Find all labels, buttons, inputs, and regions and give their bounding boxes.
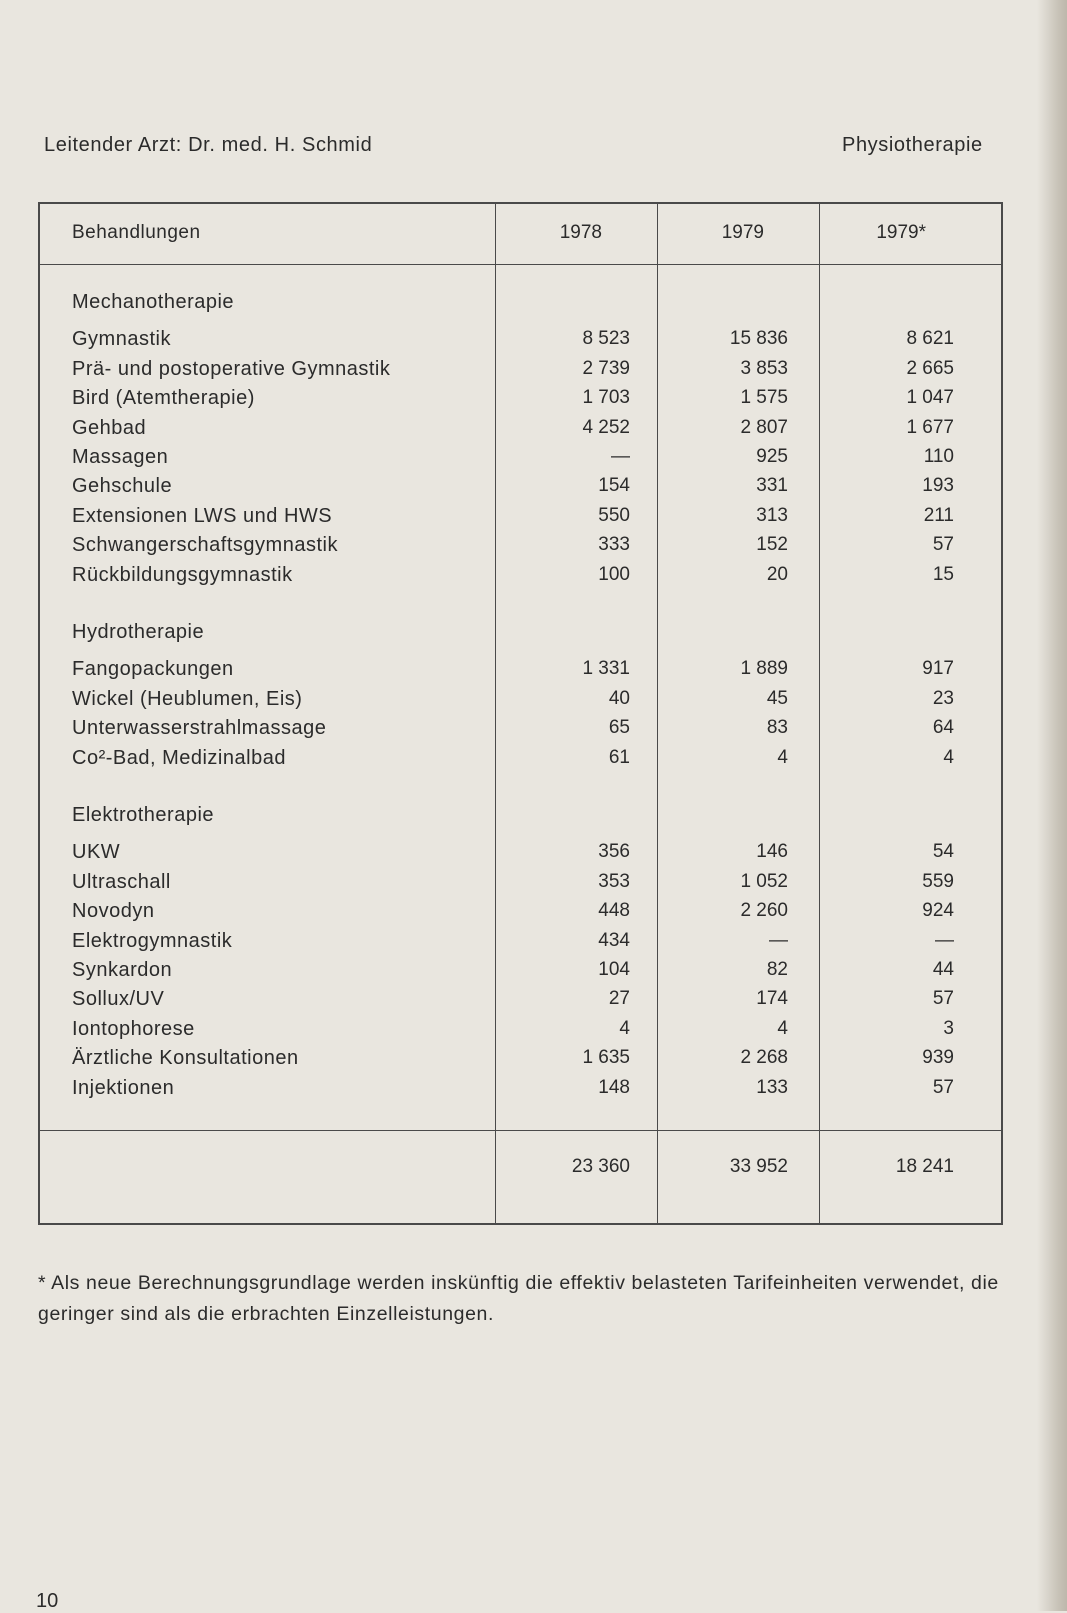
value-1979-star: 193: [922, 475, 954, 497]
value-1979-star: 57: [932, 1076, 954, 1098]
value-1979: 45: [766, 687, 788, 709]
column-divider: [819, 204, 820, 1223]
total-1979: 33 952: [729, 1156, 788, 1177]
row-label: Prä- und postoperative Gymnastik: [72, 357, 391, 380]
value-1978: 2 739: [582, 357, 630, 379]
row-label: Elektrogymnastik: [72, 929, 233, 952]
value-1979-star: 3: [943, 1017, 954, 1039]
row-label: Ärztliche Konsultationen: [72, 1047, 299, 1070]
totals-rule: [40, 1130, 1001, 1131]
row-label: Gehschule: [72, 475, 173, 498]
value-1979: 3 853: [740, 357, 788, 379]
footnote: * Als neue Berechnungsgrundlage werden inskünftig die effektiv belasteten Tarifeinheiten verwendet, die geringer sind als die erbrachten Einzelleistungen.: [38, 1272, 999, 1325]
row-label: Massagen: [72, 446, 169, 468]
row-label: Ultraschall: [72, 870, 171, 893]
value-1979: 1 052: [740, 870, 788, 892]
value-1979: 133: [756, 1076, 788, 1098]
value-1979-star: 924: [922, 900, 954, 922]
value-1978: 40: [608, 687, 630, 709]
total-1978: 23 360: [571, 1156, 630, 1177]
value-1978: 1 331: [582, 658, 630, 680]
value-1979-star: 2 665: [906, 357, 954, 379]
value-1978: 100: [598, 563, 630, 585]
row-label: Extensionen LWS und HWS: [72, 504, 333, 527]
value-1979-star: 1 047: [906, 387, 954, 409]
value-1979-star: 57: [932, 534, 954, 556]
value-1978: 356: [598, 841, 630, 863]
value-1979-star: 44: [932, 959, 954, 980]
row-label: Gymnastik: [72, 328, 171, 351]
value-1978: 148: [598, 1076, 630, 1098]
value-1979: 313: [756, 504, 788, 526]
value-1979-star: 110: [923, 446, 954, 467]
row-label: Synkardon: [72, 959, 173, 981]
row-label: Sollux/UV: [72, 988, 165, 1011]
value-1979-star: 559: [922, 870, 954, 892]
value-1979: 174: [756, 988, 788, 1010]
row-label: Iontophorese: [72, 1017, 195, 1040]
value-1979: 82: [766, 959, 788, 980]
value-1979-star: 4: [943, 746, 954, 768]
value-1979-star: 57: [932, 988, 954, 1010]
value-1979-star: 23: [932, 687, 954, 709]
value-1979: 925: [756, 446, 788, 467]
section-title: Elektrotherapie: [72, 804, 215, 826]
treatment-statistics-table: [38, 202, 1003, 1225]
value-1979-star: 8 621: [906, 328, 954, 350]
value-1978: 434: [598, 929, 630, 951]
value-1978: 353: [598, 870, 630, 892]
column-divider: [495, 204, 496, 1223]
value-1978: 333: [598, 534, 630, 556]
value-1978: 65: [608, 717, 630, 739]
total-1979-star: 18 241: [895, 1156, 954, 1177]
value-1979-star: 64: [932, 717, 954, 739]
value-1978: 27: [608, 988, 630, 1010]
value-1978: 1 703: [582, 387, 630, 409]
value-1978: —: [611, 446, 630, 467]
header-rule: [40, 264, 1001, 265]
value-1979: 1 889: [740, 658, 788, 680]
row-label: Rückbildungsgymnastik: [72, 563, 293, 586]
row-label: Injektionen: [72, 1076, 175, 1099]
value-1979: 2 260: [740, 900, 788, 922]
row-label: Gehbad: [72, 416, 147, 439]
value-1978: 4: [619, 1017, 630, 1039]
row-label: Fangopackungen: [72, 658, 234, 681]
column-header-1979: 1979: [721, 222, 764, 243]
column-header-treatments: Behandlungen: [72, 222, 201, 243]
value-1979: 1 575: [740, 387, 788, 409]
value-1979: 83: [766, 717, 788, 739]
value-1978: 61: [608, 746, 630, 768]
row-label: Schwangerschaftsgymnastik: [72, 534, 338, 557]
row-label: Unterwasserstrahlmassage: [72, 717, 327, 740]
value-1978: 8 523: [582, 328, 630, 350]
value-1978: 550: [598, 504, 630, 526]
value-1979: 331: [756, 475, 788, 497]
page-number: 10: [36, 1590, 59, 1612]
value-1979-star: 15: [932, 563, 954, 585]
column-header-1979-star: 1979*: [876, 222, 926, 243]
value-1979: 4: [777, 746, 788, 768]
value-1979: 2 807: [740, 416, 788, 438]
value-1978: 4 252: [582, 416, 630, 438]
row-label: Co²-Bad, Medizinalbad: [72, 746, 286, 769]
value-1979-star: 54: [932, 841, 954, 863]
row-label: Novodyn: [72, 900, 155, 923]
value-1979: 20: [766, 563, 788, 585]
header-physician: Leitender Arzt: Dr. med. H. Schmid: [44, 134, 373, 156]
value-1978: 104: [598, 959, 630, 980]
value-1979-star: 939: [922, 1047, 954, 1069]
value-1978: 154: [598, 475, 630, 497]
value-1979: 2 268: [740, 1047, 788, 1069]
value-1979: 4: [777, 1017, 788, 1039]
page-edge-shadow: [1037, 0, 1067, 1611]
value-1979: 152: [756, 534, 788, 556]
value-1979: 146: [756, 841, 788, 863]
row-label: Wickel (Heublumen, Eis): [72, 687, 303, 710]
section-title: Mechanotherapie: [72, 291, 235, 313]
section-title: Hydrotherapie: [72, 621, 205, 643]
value-1979-star: 211: [923, 504, 954, 526]
column-header-1978: 1978: [559, 222, 602, 243]
row-label: Bird (Atemtherapie): [72, 387, 255, 410]
value-1979-star: 917: [922, 658, 954, 680]
value-1979-star: 1 677: [906, 416, 954, 438]
value-1979: —: [769, 929, 788, 951]
value-1979: 15 836: [729, 328, 788, 350]
value-1978: 1 635: [582, 1047, 630, 1069]
value-1978: 448: [598, 900, 630, 922]
row-label: UKW: [72, 841, 121, 864]
header-department: Physiotherapie: [842, 134, 983, 156]
value-1979-star: —: [935, 929, 954, 951]
